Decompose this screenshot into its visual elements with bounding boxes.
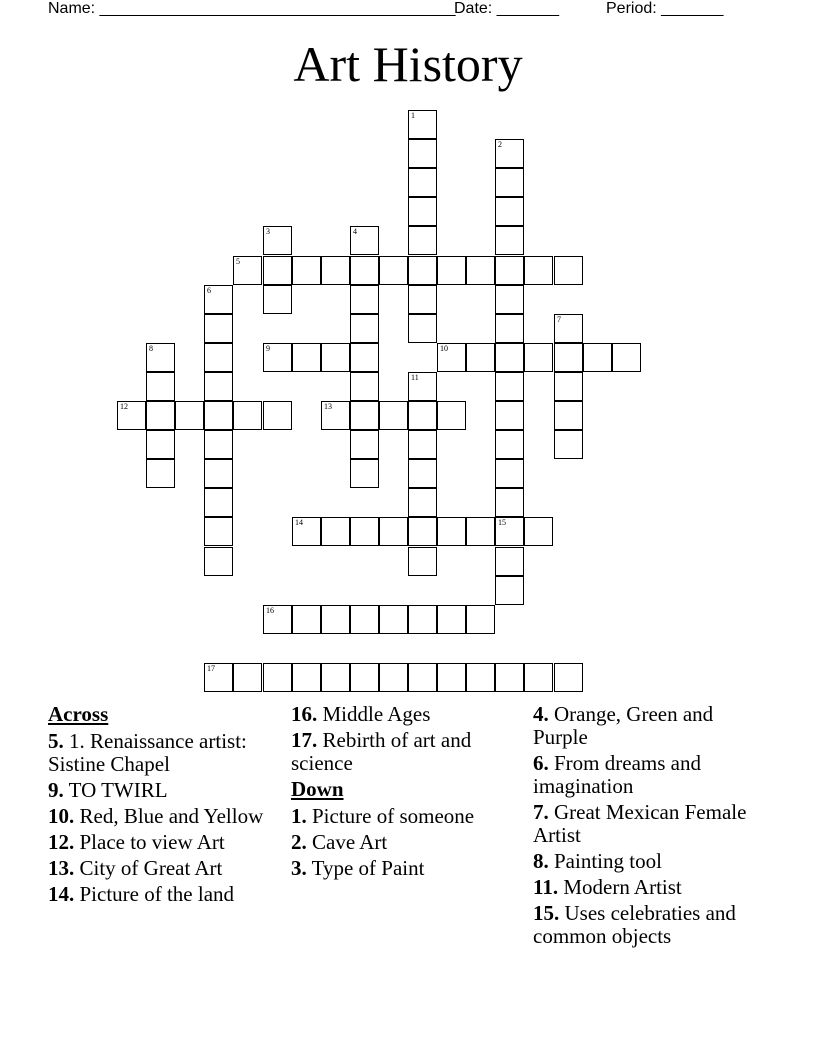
crossword-cell[interactable] xyxy=(263,605,292,634)
crossword-cell[interactable] xyxy=(495,372,524,401)
crossword-cell[interactable] xyxy=(321,343,350,372)
crossword-cell[interactable] xyxy=(495,576,524,605)
crossword-cell[interactable] xyxy=(146,430,175,459)
clue-down-8: 8. Painting tool xyxy=(533,849,662,873)
crossword-cell[interactable] xyxy=(350,401,379,430)
crossword-cell[interactable] xyxy=(321,605,350,634)
crossword-cell[interactable] xyxy=(350,314,379,343)
clue-column-3 xyxy=(533,703,763,951)
clue-down-6: 6. From dreams and imagination xyxy=(533,751,701,798)
crossword-cell[interactable] xyxy=(495,488,524,517)
crossword-cell[interactable] xyxy=(408,547,437,576)
crossword-cell[interactable] xyxy=(292,663,321,692)
clue-down-2: 2. Cave Art xyxy=(291,830,388,854)
across-heading: Across xyxy=(48,702,109,726)
clue-number: 1 xyxy=(411,111,415,120)
crossword-cell[interactable] xyxy=(350,663,379,692)
clue-number: 4 xyxy=(353,227,357,236)
crossword-cell[interactable] xyxy=(350,256,379,285)
crossword-cell[interactable] xyxy=(263,256,292,285)
crossword-cell[interactable] xyxy=(408,663,437,692)
crossword-cell[interactable] xyxy=(379,517,408,546)
crossword-cell[interactable] xyxy=(495,459,524,488)
crossword-cell[interactable] xyxy=(117,401,146,430)
crossword-cell[interactable] xyxy=(437,517,466,546)
clue-across-9: 9. TO TWIRL xyxy=(48,778,168,802)
crossword-cell[interactable] xyxy=(437,605,466,634)
crossword-cell[interactable] xyxy=(146,343,175,372)
crossword-cell[interactable] xyxy=(408,430,437,459)
crossword-cell[interactable] xyxy=(321,517,350,546)
crossword-cell[interactable] xyxy=(292,343,321,372)
crossword-cell[interactable] xyxy=(263,285,292,314)
clue-across-17: 17. Rebirth of art and science xyxy=(291,728,472,775)
clue-number: 16 xyxy=(266,606,274,615)
crossword-cell[interactable] xyxy=(233,401,262,430)
clue-number: 9 xyxy=(266,344,270,353)
crossword-cell[interactable] xyxy=(495,168,524,197)
date-field-label: Date: _______ xyxy=(454,0,559,17)
clue-number: 8 xyxy=(149,344,153,353)
crossword-cell[interactable] xyxy=(204,343,233,372)
clue-down-11: 11. Modern Artist xyxy=(533,875,682,899)
crossword-cell[interactable] xyxy=(495,226,524,255)
crossword-cell[interactable] xyxy=(292,517,321,546)
crossword-cell[interactable] xyxy=(350,517,379,546)
crossword-cell[interactable] xyxy=(321,401,350,430)
crossword-cell[interactable] xyxy=(204,547,233,576)
crossword-cell[interactable] xyxy=(554,256,583,285)
crossword-cell[interactable] xyxy=(554,372,583,401)
page-title: Art History xyxy=(293,36,523,92)
clue-across-14: 14. Picture of the land xyxy=(48,882,235,906)
crossword-cell[interactable] xyxy=(524,663,553,692)
clue-across-13: 13. City of Great Art xyxy=(48,856,223,880)
crossword-cell[interactable] xyxy=(524,517,553,546)
crossword-cell[interactable] xyxy=(466,343,495,372)
crossword-cell[interactable] xyxy=(612,343,641,372)
clue-down-15: 15. Uses celebraties and common objects xyxy=(533,901,736,948)
crossword-cell[interactable] xyxy=(263,226,292,255)
crossword-cell[interactable] xyxy=(408,314,437,343)
crossword-cell[interactable] xyxy=(408,139,437,168)
crossword-cell[interactable] xyxy=(466,605,495,634)
crossword-cell[interactable] xyxy=(466,517,495,546)
clue-down-4: 4. Orange, Green and Purple xyxy=(533,702,714,749)
clue-down-7: 7. Great Mexican Female Artist xyxy=(533,800,747,847)
down-heading: Down xyxy=(291,777,344,801)
crossword-cell[interactable] xyxy=(495,517,524,546)
crossword-cell[interactable] xyxy=(524,343,553,372)
crossword-cell[interactable] xyxy=(408,605,437,634)
clue-number: 5 xyxy=(236,257,240,266)
crossword-cell[interactable] xyxy=(554,663,583,692)
crossword-cell[interactable] xyxy=(466,663,495,692)
clue-down-3: 3. Type of Paint xyxy=(291,856,425,880)
crossword-cell[interactable] xyxy=(233,256,262,285)
crossword-cell[interactable] xyxy=(554,314,583,343)
crossword-cell[interactable] xyxy=(350,372,379,401)
crossword-cell[interactable] xyxy=(554,343,583,372)
crossword-cell[interactable] xyxy=(495,285,524,314)
crossword-cell[interactable] xyxy=(524,256,553,285)
clue-number: 2 xyxy=(498,140,502,149)
clue-number: 11 xyxy=(411,373,419,382)
crossword-cell[interactable] xyxy=(379,605,408,634)
crossword-cell[interactable] xyxy=(495,663,524,692)
crossword-cell[interactable] xyxy=(408,517,437,546)
clue-number: 7 xyxy=(557,315,561,324)
crossword-cell[interactable] xyxy=(554,401,583,430)
crossword-cell[interactable] xyxy=(350,226,379,255)
crossword-cell[interactable] xyxy=(146,401,175,430)
crossword-cell[interactable] xyxy=(204,517,233,546)
crossword-cell[interactable] xyxy=(437,256,466,285)
clue-number: 6 xyxy=(207,286,211,295)
crossword-cell[interactable] xyxy=(408,459,437,488)
crossword-cell[interactable] xyxy=(495,430,524,459)
crossword-cell[interactable] xyxy=(350,430,379,459)
crossword-cell[interactable] xyxy=(292,256,321,285)
crossword-cell[interactable] xyxy=(495,547,524,576)
crossword-cell[interactable] xyxy=(408,256,437,285)
crossword-cell[interactable] xyxy=(204,459,233,488)
clue-number: 15 xyxy=(498,518,506,527)
clue-across-5: 5. 1. Renaissance artist: Sistine Chapel xyxy=(48,729,247,776)
clue-across-16: 16. Middle Ages xyxy=(291,702,431,726)
clue-number: 3 xyxy=(266,227,270,236)
period-field-label: Period: _______ xyxy=(606,0,724,17)
crossword-cell[interactable] xyxy=(350,285,379,314)
crossword-cell[interactable] xyxy=(204,401,233,430)
clue-number: 12 xyxy=(120,402,128,411)
crossword-cell[interactable] xyxy=(204,430,233,459)
crossword-cell[interactable] xyxy=(408,110,437,139)
clue-column-2 xyxy=(291,703,521,883)
crossword-cell[interactable] xyxy=(495,343,524,372)
crossword-cell[interactable] xyxy=(379,401,408,430)
clue-down-1: 1. Picture of someone xyxy=(291,804,475,828)
crossword-cell[interactable] xyxy=(204,372,233,401)
crossword-cell[interactable] xyxy=(408,197,437,226)
crossword-cell[interactable] xyxy=(321,256,350,285)
crossword-cell[interactable] xyxy=(408,226,437,255)
crossword-cell[interactable] xyxy=(204,314,233,343)
crossword-cell[interactable] xyxy=(583,343,612,372)
clue-number: 17 xyxy=(207,664,215,673)
crossword-cell[interactable] xyxy=(408,488,437,517)
crossword-cell[interactable] xyxy=(263,343,292,372)
crossword-cell[interactable] xyxy=(408,372,437,401)
crossword-cell[interactable] xyxy=(495,139,524,168)
crossword-cell[interactable] xyxy=(233,663,262,692)
clue-column-1 xyxy=(48,703,278,909)
crossword-cell[interactable] xyxy=(495,401,524,430)
crossword-cell[interactable] xyxy=(495,197,524,226)
crossword-cell[interactable] xyxy=(554,430,583,459)
crossword-cell[interactable] xyxy=(466,256,495,285)
crossword-cell[interactable] xyxy=(437,343,466,372)
clue-across-10: 10. Red, Blue and Yellow xyxy=(48,804,264,828)
crossword-cell[interactable] xyxy=(408,285,437,314)
name-field-label: Name: ________________________________________ xyxy=(48,0,456,17)
crossword-cell[interactable] xyxy=(146,372,175,401)
crossword-cell[interactable] xyxy=(350,605,379,634)
crossword-cell[interactable] xyxy=(437,401,466,430)
crossword-cell[interactable] xyxy=(408,168,437,197)
crossword-cell[interactable] xyxy=(437,663,466,692)
crossword-cell[interactable] xyxy=(379,663,408,692)
crossword-cell[interactable] xyxy=(321,663,350,692)
crossword-cell[interactable] xyxy=(204,663,233,692)
crossword-cell[interactable] xyxy=(204,488,233,517)
crossword-cell[interactable] xyxy=(350,459,379,488)
clue-number: 10 xyxy=(440,344,448,353)
clue-number: 14 xyxy=(295,518,303,527)
crossword-cell[interactable] xyxy=(175,401,204,430)
crossword-cell[interactable] xyxy=(495,256,524,285)
crossword-cell[interactable] xyxy=(350,343,379,372)
crossword-cell[interactable] xyxy=(146,459,175,488)
crossword-cell[interactable] xyxy=(263,401,292,430)
crossword-cell[interactable] xyxy=(292,605,321,634)
clue-across-12: 12. Place to view Art xyxy=(48,830,225,854)
crossword-cell[interactable] xyxy=(204,285,233,314)
crossword-cell[interactable] xyxy=(408,401,437,430)
crossword-cell[interactable] xyxy=(495,314,524,343)
crossword-cell[interactable] xyxy=(263,663,292,692)
clue-number: 13 xyxy=(324,402,332,411)
crossword-cell[interactable] xyxy=(379,256,408,285)
